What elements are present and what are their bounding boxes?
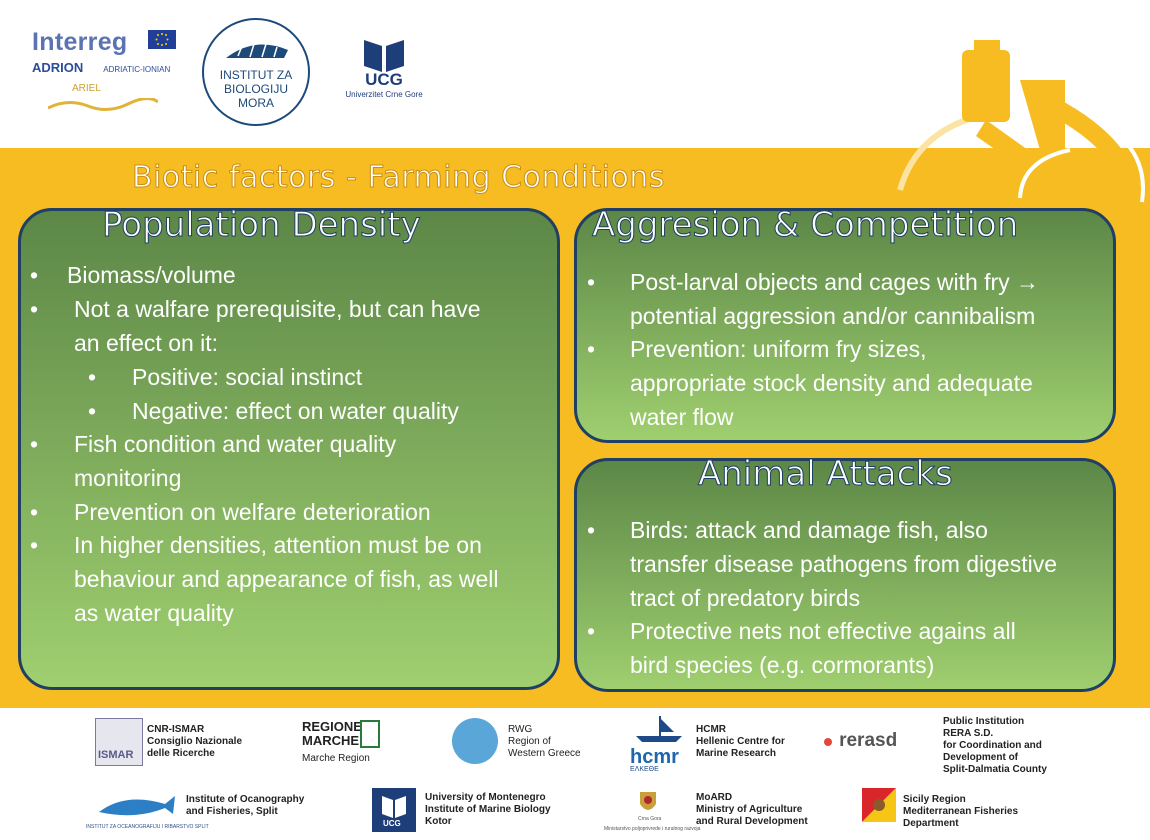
population-density-heading: Population Density	[102, 205, 421, 245]
interreg-program: ADRION	[32, 60, 84, 75]
ibm-line-1: INSTITUT ZA	[219, 68, 293, 82]
ucg-footer-label	[425, 792, 551, 828]
list-item: Prevention: uniform fry sizes,	[630, 336, 927, 362]
animal-attacks-heading: Animal Attacks	[698, 454, 953, 494]
bullet-dot: •	[88, 364, 97, 390]
rwg-l1: RWG	[508, 724, 533, 735]
ucg-footer-logo-text: UCG	[383, 819, 401, 828]
rerasd-logo-text: rerasd	[839, 730, 898, 751]
ismar-logo-icon	[95, 718, 143, 766]
list-item: transfer disease pathogens from digestive	[630, 551, 1058, 577]
marche-l1: REGIONE	[302, 719, 362, 734]
hcmr-logo	[630, 714, 688, 773]
bullet-dot: •	[30, 296, 39, 322]
rwg-l3: Western Greece	[508, 748, 581, 759]
rera-l4: Development of	[943, 752, 1019, 763]
rera-l1: Public Institution	[943, 716, 1025, 727]
ariel-wave-icon	[48, 97, 158, 111]
list-item: tract of predatory birds	[630, 585, 861, 611]
institut-za-biologiju-mora-logo	[202, 18, 310, 126]
iof-small-text: INSTITUT ZA OCEANOGRAFIJU I RIBARSTVO SPLIT	[86, 824, 209, 830]
hcmr-l1: HCMR	[696, 724, 726, 735]
ucg-abbr: UCG	[365, 70, 403, 89]
ibm-line-3: MORA	[238, 96, 274, 110]
ucg-footer-logo	[372, 788, 416, 832]
list-item: as water quality	[74, 600, 234, 626]
list-item: Post-larval objects and cages with fry →	[630, 269, 1040, 295]
bullet-dot: •	[587, 269, 596, 295]
ucg-l1: University of Montenegro	[425, 792, 546, 803]
list-item: appropriate stock density and adequate	[630, 370, 1033, 396]
rwg-globe-icon	[452, 718, 498, 764]
iof-fish-icon	[95, 790, 177, 820]
sicily-l3: Department	[903, 818, 959, 829]
bullet-dot: •	[587, 517, 596, 543]
bullet-dot: •	[30, 499, 39, 525]
iof-l1: Institute of Ocanography	[186, 794, 305, 805]
microscope-icon	[880, 40, 1150, 230]
ibm-line-2: BIOLOGIJU	[223, 82, 288, 96]
bullet-dot: •	[587, 618, 596, 644]
bullet-dot: •	[30, 532, 39, 558]
hcmr-greek-text: ΕΛΚΕΘΕ	[630, 766, 659, 773]
moard-l2: Ministry of Agriculture	[696, 804, 803, 815]
sicily-flag-icon	[862, 788, 896, 822]
ismar-logo-text: ISMAR	[98, 749, 134, 761]
rwg-label	[508, 724, 581, 760]
iof-l2: and Fisheries, Split	[186, 806, 278, 817]
interreg-region: ADRIATIC-IONIAN	[103, 65, 171, 74]
list-item: Protective nets not effective agains all	[630, 618, 1016, 644]
rerasd-dot-icon	[824, 738, 832, 746]
list-item: an effect on it:	[74, 330, 219, 356]
sicily-label	[903, 794, 1018, 830]
rera-l5: Split-Dalmatia County	[943, 764, 1047, 775]
marche-crest-icon	[360, 720, 380, 748]
list-item: potential aggression and/or cannibalism	[630, 303, 1036, 329]
rwg-l2: Region of	[508, 736, 551, 747]
bullet-dot: •	[88, 398, 97, 424]
ucg-book-icon	[360, 38, 408, 74]
ismar-l2: Consiglio Nazionale	[147, 736, 243, 747]
moard-l3: and Rural Development	[696, 816, 808, 827]
ucg-l2: Institute of Marine Biology	[425, 804, 551, 815]
sicily-l1: Sicily Region	[903, 794, 966, 805]
moard-label	[696, 792, 808, 828]
montenegro-coat-of-arms-icon	[636, 788, 660, 816]
list-item: monitoring	[74, 465, 182, 491]
ucg-name: Univerzitet Crne Gore	[345, 90, 423, 99]
list-item: bird species (e.g. cormorants)	[630, 652, 935, 678]
rera-l2: RERA S.D.	[943, 728, 994, 739]
hcmr-l2: Hellenic Centre for	[696, 736, 785, 747]
ismar-l3: delle Ricerche	[147, 748, 215, 759]
marche-l2: MARCHE	[302, 733, 360, 748]
hcmr-label	[696, 724, 785, 760]
shell-icon	[224, 40, 290, 66]
rera-l3: for Coordination and	[943, 740, 1042, 751]
list-item: Biomass/volume	[67, 262, 236, 288]
page-title: Biotic factors - Farming Conditions	[132, 160, 665, 195]
moard-small-2: Ministarstvo poljoprivrede i ruralnog razvoja	[604, 826, 701, 832]
hcmr-ship-icon	[630, 714, 688, 744]
hcmr-l3: Marine Research	[696, 748, 777, 759]
ismar-l1: CNR-ISMAR	[147, 724, 205, 735]
ucg-logo	[342, 38, 426, 99]
rera-label	[943, 716, 1047, 776]
list-item: Birds: attack and damage fish, also	[630, 517, 988, 543]
list-item: Negative: effect on water quality	[132, 398, 459, 424]
list-item: Fish condition and water quality	[74, 431, 397, 457]
list-item: Not a walfare prerequisite, but can have	[74, 296, 481, 322]
aggression-competition-heading: Aggresion & Competition	[592, 205, 1019, 245]
rerasd-logo	[824, 730, 897, 752]
hcmr-logo-text: hcmr	[630, 746, 679, 768]
bullet-dot: •	[587, 336, 596, 362]
ucg-l3: Kotor	[425, 816, 452, 827]
moard-small-1: Crna Gora	[638, 816, 662, 822]
sicily-l2: Mediterranean Fisheries	[903, 806, 1019, 817]
list-item: Positive: social instinct	[132, 364, 363, 390]
ismar-label	[147, 724, 242, 760]
interreg-wordmark: Interreg	[32, 28, 128, 56]
iof-label	[186, 794, 304, 818]
list-item: Prevention on welfare deterioration	[74, 499, 431, 525]
ariel-label: ARIEL	[72, 83, 101, 94]
list-item: water flow	[630, 404, 734, 430]
bullet-dot: •	[30, 431, 39, 457]
eu-flag-icon	[148, 30, 176, 49]
marche-l3: Marche Region	[302, 753, 370, 764]
list-item: In higher densities, attention must be on	[74, 532, 482, 558]
moard-l1: MoARD	[696, 792, 733, 803]
list-item: behaviour and appearance of fish, as well	[74, 566, 499, 592]
bullet-dot: •	[30, 262, 39, 288]
